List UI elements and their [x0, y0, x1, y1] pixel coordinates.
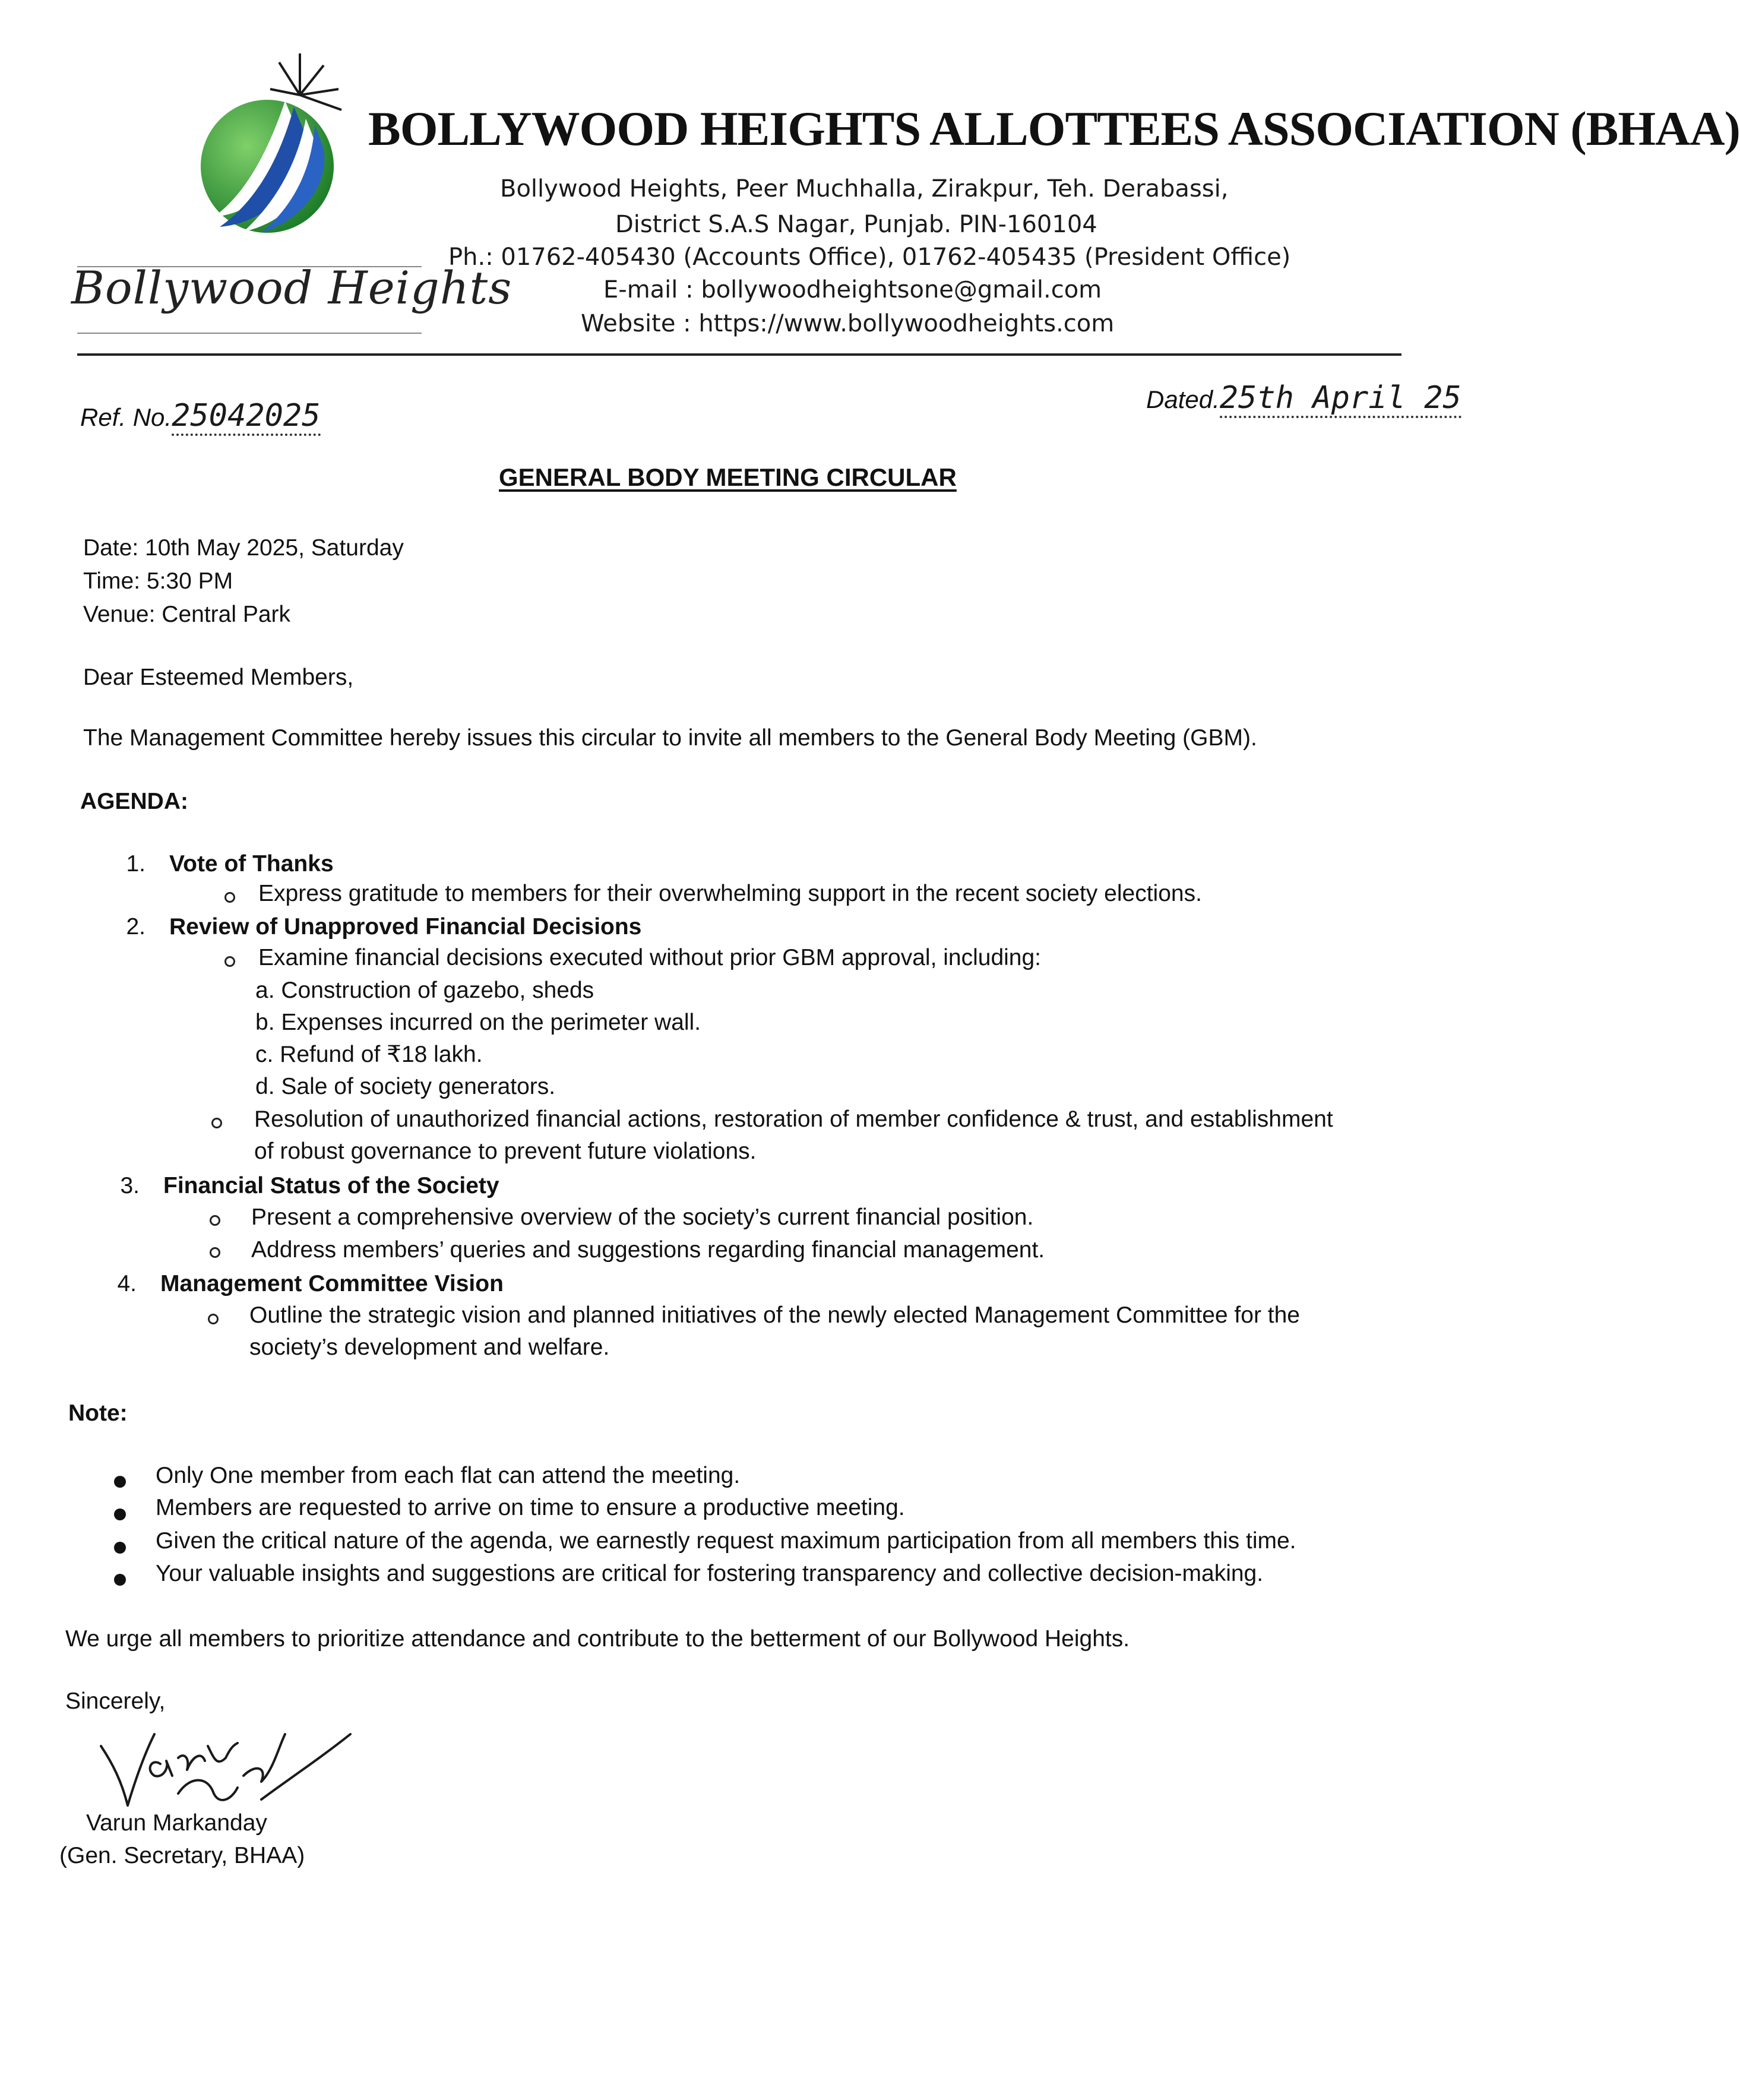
agenda-point: Express gratitude to members for their overwhelming support in the recent society elections. [258, 881, 1202, 906]
agenda-number: 4. [117, 1271, 137, 1296]
agenda-point: Outline the strategic vision and planned initiatives of the newly elected Management Committee for the [249, 1302, 1300, 1328]
closing-paragraph: We urge all members to prioritize attendance and contribute to the betterment of our Bollywood Heights. [65, 1626, 1130, 1652]
agenda-subpoint: a. Construction of gazebo, sheds [255, 978, 594, 1003]
agenda-point: Examine financial decisions executed without prior GBM approval, including: [258, 945, 1042, 970]
agenda-number: 2. [126, 914, 145, 940]
intro-paragraph: The Management Committee hereby issues this circular to invite all members to the General Body Meeting (GBM). [83, 725, 1257, 751]
agenda-title-financial-review: Review of Unapproved Financial Decisions [169, 914, 642, 940]
note-item: Given the critical nature of the agenda, we earnestly request maximum participation from all members this time. [156, 1528, 1296, 1554]
signatory-designation: (Gen. Secretary, BHAA) [59, 1843, 305, 1868]
agenda-subpoint: d. Sale of society generators. [255, 1074, 556, 1099]
bullet-dot-icon [114, 1508, 126, 1520]
agenda-point: Resolution of unauthorized financial actions, restoration of member confidence & trust, and establishment [254, 1106, 1333, 1132]
agenda-point-continued: of robust governance to prevent future violations. [254, 1138, 757, 1164]
meeting-time: Time: 5:30 PM [83, 568, 233, 594]
agenda-heading: AGENDA: [80, 789, 188, 814]
letterhead-divider [77, 353, 1402, 356]
agenda-subpoint: b. Expenses incurred on the perimeter wall. [255, 1010, 701, 1035]
note-item: Your valuable insights and suggestions are critical for fostering transparency and collective decision-making. [156, 1561, 1264, 1586]
circle-bullet-icon [211, 1118, 222, 1128]
note-heading: Note: [68, 1400, 128, 1426]
bullet-dot-icon [114, 1542, 126, 1554]
ref-label: Ref. No. [80, 403, 172, 431]
phone-line: Ph.: 01762-405430 (Accounts Office), 01762-405435 (President Office) [448, 243, 1291, 271]
email-line: E-mail : bollywoodheightsone@gmail.com [603, 276, 1102, 303]
dated-block [1146, 380, 1461, 418]
sign-off: Sincerely, [65, 1688, 166, 1714]
meeting-venue: Venue: Central Park [83, 602, 291, 627]
agenda-number: 3. [120, 1173, 140, 1198]
circle-bullet-icon [224, 892, 235, 903]
organization-name: BOLLYWOOD HEIGHTS ALLOTTEES ASSOCIATION (BHAA) [368, 102, 1740, 156]
agenda-point-continued: society’s development and welfare. [249, 1334, 610, 1360]
ref-number: 25042025 [172, 398, 320, 436]
agenda-number: 1. [126, 851, 145, 877]
note-item: Members are requested to arrive on time to ensure a productive meeting. [156, 1495, 905, 1520]
agenda-title-financial-status: Financial Status of the Society [163, 1173, 499, 1198]
circle-bullet-icon [210, 1247, 220, 1258]
meeting-date: Date: 10th May 2025, Saturday [83, 535, 404, 561]
website-line: Website : https://www.bollywoodheights.com [581, 310, 1115, 337]
bullet-dot-icon [114, 1476, 126, 1488]
address-line-1: Bollywood Heights, Peer Muchhalla, Zirakpur, Teh. Derabassi, [500, 175, 1229, 203]
agenda-point: Address members’ queries and suggestions regarding financial management. [251, 1237, 1045, 1263]
dated-value: 25th April 25 [1220, 380, 1461, 418]
brand-script-logo: Bollywood Heights [71, 261, 512, 314]
association-logo [196, 53, 344, 249]
circle-bullet-icon [208, 1314, 219, 1324]
ref-block [80, 398, 321, 436]
bullet-dot-icon [114, 1574, 126, 1586]
circular-title: GENERAL BODY MEETING CIRCULAR [499, 463, 957, 491]
signatory-name: Varun Markanday [86, 1810, 267, 1836]
circle-bullet-icon [210, 1215, 220, 1226]
salutation: Dear Esteemed Members, [83, 665, 354, 690]
agenda-title-vote-of-thanks: Vote of Thanks [169, 851, 334, 877]
note-item: Only One member from each flat can attend the meeting. [156, 1463, 741, 1488]
address-line-2: District S.A.S Nagar, Punjab. PIN-160104 [615, 211, 1097, 238]
agenda-point: Present a comprehensive overview of the society’s current financial position. [251, 1204, 1034, 1230]
agenda-subpoint: c. Refund of ₹18 lakh. [255, 1042, 483, 1067]
dated-label: Dated. [1146, 385, 1220, 413]
agenda-title-committee-vision: Management Committee Vision [160, 1271, 504, 1296]
circle-bullet-icon [224, 956, 235, 967]
brand-bottom-rule [77, 333, 422, 334]
